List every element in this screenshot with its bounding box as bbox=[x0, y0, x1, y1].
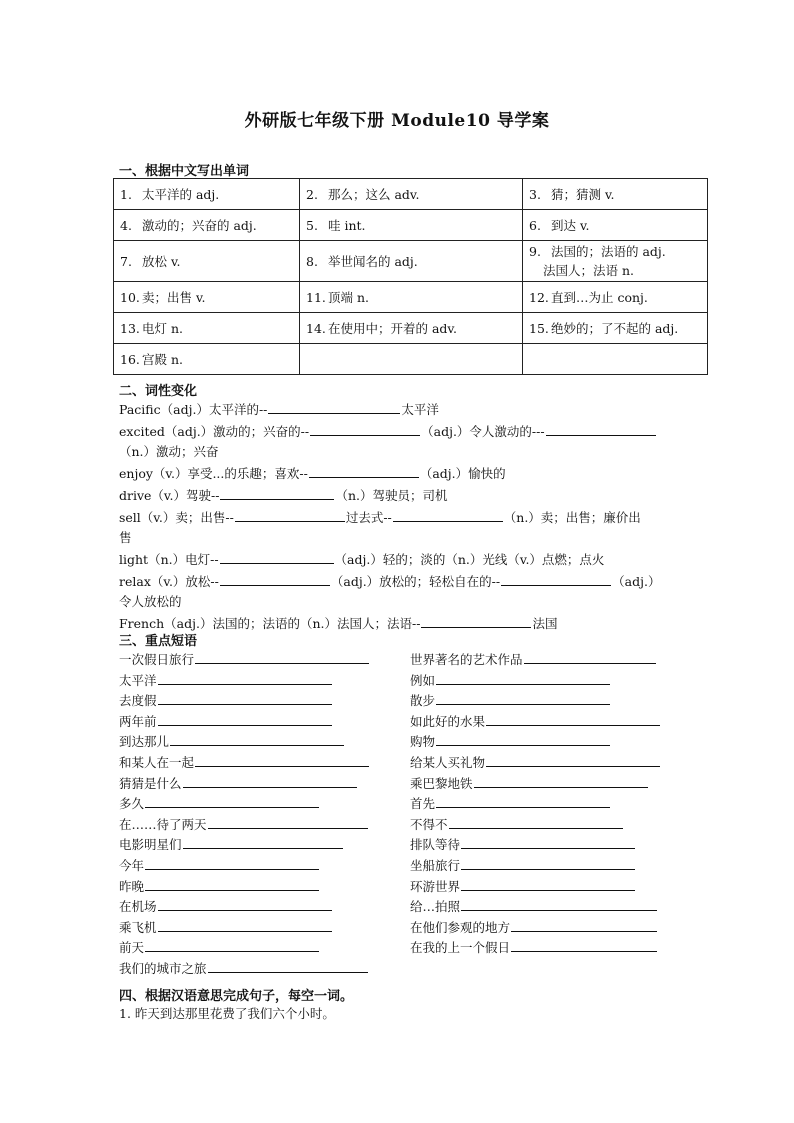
answer-blank[interactable] bbox=[183, 774, 357, 788]
answer-blank[interactable] bbox=[158, 671, 332, 685]
answer-blank[interactable] bbox=[393, 507, 503, 522]
answer-blank[interactable] bbox=[145, 856, 319, 870]
answer-blank[interactable] bbox=[511, 918, 657, 932]
phrase-item: 两年前 bbox=[119, 712, 389, 733]
answer-blank[interactable] bbox=[546, 421, 656, 436]
phrase-item: 前天 bbox=[119, 938, 389, 959]
vocab-cell: 5. 哇 int. bbox=[300, 210, 523, 241]
wordform-line: enjoy（v.）享受...的乐趣；喜欢-- （adj.）愉快的 bbox=[119, 463, 694, 485]
phrase-item: 在……待了两天 bbox=[119, 815, 389, 836]
phrase-item: 例如 bbox=[410, 671, 680, 692]
phrase-item: 给…拍照 bbox=[410, 897, 680, 918]
phrase-item: 一次假日旅行 bbox=[119, 650, 389, 671]
page-title: 外研版七年级下册 Module10 导学案 bbox=[244, 111, 550, 131]
answer-blank[interactable] bbox=[486, 712, 660, 726]
vocab-cell: 1. 太平洋的 adj. bbox=[114, 179, 300, 210]
answer-blank[interactable] bbox=[511, 938, 657, 952]
phrase-item: 散步 bbox=[410, 691, 680, 712]
phrase-item: 在机场 bbox=[119, 897, 389, 918]
answer-blank[interactable] bbox=[183, 835, 343, 849]
phrase-item: 猜猜是什么 bbox=[119, 774, 389, 795]
table-row bbox=[114, 344, 708, 375]
section-heading-1: 一、根据中文写出单词 bbox=[119, 164, 250, 179]
table-row bbox=[114, 313, 708, 344]
table-row bbox=[114, 282, 708, 313]
answer-blank[interactable] bbox=[524, 650, 656, 664]
phrase-item: 去度假 bbox=[119, 691, 389, 712]
answer-blank[interactable] bbox=[436, 732, 610, 746]
vocab-cell: 14. 在使用中；开着的 adv. bbox=[300, 313, 523, 344]
phrase-item: 太平洋 bbox=[119, 671, 389, 692]
phrase-item: 昨晚 bbox=[119, 877, 389, 898]
phrase-item: 电影明星们 bbox=[119, 835, 389, 856]
answer-blank[interactable] bbox=[208, 959, 368, 973]
vocab-cell: 4. 激动的；兴奋的 adj. bbox=[114, 210, 300, 241]
phrase-item: 多久 bbox=[119, 794, 389, 815]
answer-blank[interactable] bbox=[145, 938, 319, 952]
answer-blank[interactable] bbox=[145, 794, 319, 808]
phrase-item: 在他们参观的地方 bbox=[410, 918, 680, 939]
wordform-line: excited（adj.）激动的；兴奋的-- （adj.）令人激动的--- bbox=[119, 421, 694, 443]
phrase-item: 给某人买礼物 bbox=[410, 753, 680, 774]
vocab-cell: 12. 直到…为止 conj. bbox=[523, 282, 708, 313]
answer-blank[interactable] bbox=[195, 753, 369, 767]
vocab-cell: 10. 卖；出售 v. bbox=[114, 282, 300, 313]
answer-blank[interactable] bbox=[268, 399, 400, 414]
answer-blank[interactable] bbox=[158, 918, 332, 932]
wordform-line: sell（v.）卖；出售-- 过去式-- （n.）卖；出售；廉价出 bbox=[119, 507, 694, 529]
wordform-line: （n.）激动；兴奋 bbox=[119, 444, 219, 460]
phrase-item: 坐船旅行 bbox=[410, 856, 680, 877]
vocab-cell: 8. 举世闻名的 adj. bbox=[300, 241, 523, 282]
section-heading-4: 四、根据汉语意思完成句子，每空一词。 bbox=[119, 989, 354, 1004]
answer-blank[interactable] bbox=[461, 897, 657, 911]
answer-blank[interactable] bbox=[220, 549, 334, 564]
answer-blank[interactable] bbox=[170, 732, 344, 746]
answer-blank[interactable] bbox=[436, 691, 610, 705]
answer-blank[interactable] bbox=[449, 815, 623, 829]
answer-blank[interactable] bbox=[235, 507, 345, 522]
phrases-left-column bbox=[119, 650, 389, 980]
vocab-table bbox=[113, 178, 708, 375]
vocab-cell: 15. 绝妙的；了不起的 adj. bbox=[523, 313, 708, 344]
phrase-item: 环游世界 bbox=[410, 877, 680, 898]
vocab-cell-empty bbox=[300, 344, 523, 375]
table-row bbox=[114, 179, 708, 210]
answer-blank[interactable] bbox=[486, 753, 660, 767]
vocab-cell: 7. 放松 v. bbox=[114, 241, 300, 282]
wordform-line: relax（v.）放松-- （adj.）放松的；轻松自在的-- （adj.） bbox=[119, 571, 694, 593]
answer-blank[interactable] bbox=[220, 485, 334, 500]
wordform-block bbox=[119, 399, 694, 635]
sentence-item: 1. 昨天到达那里花费了我们六个小时。 bbox=[119, 1006, 335, 1021]
answer-blank[interactable] bbox=[158, 897, 332, 911]
phrase-item: 首先 bbox=[410, 794, 680, 815]
phrase-item: 世界著名的艺术作品 bbox=[410, 650, 680, 671]
vocab-cell: 6. 到达 v. bbox=[523, 210, 708, 241]
phrase-item: 排队等待 bbox=[410, 835, 680, 856]
phrase-item: 如此好的水果 bbox=[410, 712, 680, 733]
table-row bbox=[114, 210, 708, 241]
wordform-line: 售 bbox=[119, 530, 132, 546]
answer-blank[interactable] bbox=[474, 774, 648, 788]
table-row bbox=[114, 241, 708, 282]
vocab-cell: 16. 宫殿 n. bbox=[114, 344, 300, 375]
answer-blank[interactable] bbox=[158, 691, 332, 705]
answer-blank[interactable] bbox=[436, 671, 610, 685]
answer-blank[interactable] bbox=[158, 712, 332, 726]
vocab-cell: 11. 顶端 n. bbox=[300, 282, 523, 313]
answer-blank[interactable] bbox=[310, 421, 420, 436]
wordform-line: Pacific（adj.）太平洋的-- 太平洋 bbox=[119, 399, 694, 421]
vocab-cell-empty bbox=[523, 344, 708, 375]
wordform-line: 令人放松的 bbox=[119, 594, 182, 610]
answer-blank[interactable] bbox=[220, 571, 330, 586]
answer-blank[interactable] bbox=[461, 856, 635, 870]
phrase-item: 不得不 bbox=[410, 815, 680, 836]
answer-blank[interactable] bbox=[436, 794, 610, 808]
phrase-item: 今年 bbox=[119, 856, 389, 877]
answer-blank[interactable] bbox=[195, 650, 369, 664]
answer-blank[interactable] bbox=[208, 815, 368, 829]
phrases-right-column bbox=[410, 650, 680, 959]
phrase-item: 乘巴黎地铁 bbox=[410, 774, 680, 795]
answer-blank[interactable] bbox=[501, 571, 611, 586]
wordform-line: light（n.）电灯-- （adj.）轻的；淡的（n.）光线（v.）点燃；点火 bbox=[119, 549, 694, 571]
wordform-line: French（adj.）法国的；法语的（n.）法国人；法语-- 法国 bbox=[119, 613, 694, 635]
phrase-item: 乘飞机 bbox=[119, 918, 389, 939]
section-heading-2: 二、词性变化 bbox=[119, 384, 198, 399]
vocab-cell: 2. 那么；这么 adv. bbox=[300, 179, 523, 210]
phrase-item: 购物 bbox=[410, 732, 680, 753]
section-heading-3: 三、重点短语 bbox=[119, 634, 198, 649]
phrase-item: 我们的城市之旅 bbox=[119, 959, 389, 980]
vocab-cell: 3. 猜；猜测 v. bbox=[523, 179, 708, 210]
phrase-item: 在我的上一个假日 bbox=[410, 938, 680, 959]
answer-blank[interactable] bbox=[145, 877, 319, 891]
phrase-item: 和某人在一起 bbox=[119, 753, 389, 774]
answer-blank[interactable] bbox=[461, 835, 635, 849]
wordform-line: drive（v.）驾驶-- （n.）驾驶员；司机 bbox=[119, 485, 694, 507]
answer-blank[interactable] bbox=[309, 463, 419, 478]
answer-blank[interactable] bbox=[421, 613, 531, 628]
vocab-cell: 13. 电灯 n. bbox=[114, 313, 300, 344]
vocab-cell: 9. 法国的；法语的 adj. 法国人；法语 n. bbox=[523, 241, 708, 282]
phrase-item: 到达那儿 bbox=[119, 732, 389, 753]
answer-blank[interactable] bbox=[461, 877, 635, 891]
